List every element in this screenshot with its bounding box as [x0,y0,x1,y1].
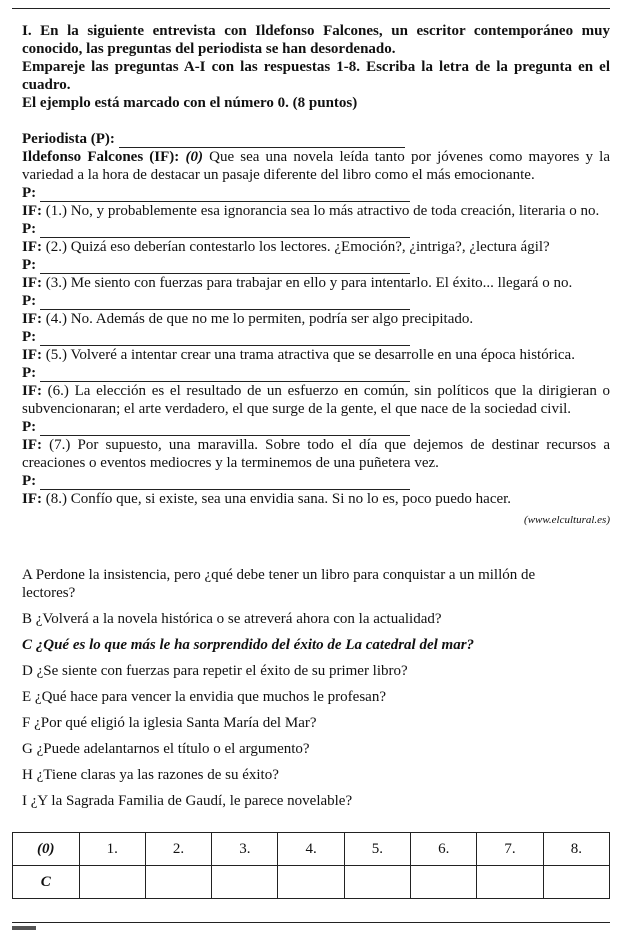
if-label: IF: [22,311,42,327]
answer-blank[interactable] [40,223,410,238]
interview-answer [22,346,610,364]
if-label: IF: [22,383,42,399]
answer-table-cell: C [13,866,80,899]
answer-blank[interactable] [40,187,410,202]
answer-text: (8.) Confío que, si existe, sea una envidia sana. Si no lo es, poco puedo hacer. [42,491,512,507]
question-item: A Perdone la insistencia, pero ¿qué debe tener un libro para conquistar a un millón de lectores? [22,567,536,601]
example-text: Que sea una novela leída tanto por jóvenes como mayores y la variedad a la hora de destacar un pasaje diferente del libro como el más emocionante. [22,149,610,183]
instruction-line: I. En la siguiente entrevista con Ildefonso Falcones, un escritor contemporáneo muy conocido, las preguntas del periodista se han desordenado. [22,23,610,57]
answer-blank[interactable] [40,367,410,382]
page-mark [12,926,36,930]
answer-blank[interactable] [40,475,410,490]
answer-table-cell[interactable] [145,866,211,899]
journalist-line [22,472,610,490]
answer-table-header-cell: 7. [477,833,543,866]
answer-blank[interactable] [40,295,410,310]
question-item: G ¿Puede adelantarnos el título o el argumento? [22,741,310,757]
journalist-line [22,418,610,436]
p-label: P: [22,293,37,309]
example-answer [22,148,610,184]
question-item: D ¿Se siente con fuerzas para repetir el éxito de su primer libro? [22,663,408,679]
answer-text: (7.) Por supuesto, una maravilla. Sobre todo el día que dejemos de destinar recursos a creaciones o eventos mediocres y la terminemos de una puñetera vez. [22,437,610,471]
answers-list [22,184,610,508]
answer-table-header-cell: (0) [13,833,80,866]
p-label: P: [22,185,37,201]
bottom-rule [12,922,610,923]
answer-text: (6.) La elección es el resultado de un esfuerzo en común, sin políticos que la dirigieran o subvencionaran; el arte verdadero, el que surge de la gente, el que nace de la sociedad civil. [22,383,610,417]
question-item: F ¿Por qué eligió la iglesia Santa María del Mar? [22,715,317,731]
if-label: Ildefonso Falcones (IF): [22,149,180,165]
instruction-line: Empareje las preguntas A-I con las respuestas 1-8. Escriba la letra de la pregunta en el cuadro. [22,59,610,93]
answer-blank[interactable] [40,421,410,436]
interview-answer [22,238,610,256]
interview-answer [22,310,610,328]
answer-table-header-cell: 2. [145,833,211,866]
question-item: E ¿Qué hace para vencer la envidia que muchos le profesan? [22,689,386,705]
answer-text: (3.) Me siento con fuerzas para trabajar en ello y para intentarlo. El éxito... llegará o no. [42,275,573,291]
question-item: H ¿Tiene claras ya las razones de su éxito? [22,767,279,783]
p-label: P: [22,473,37,489]
answer-table-header-cell: 5. [344,833,410,866]
question-item: B ¿Volverá a la novela histórica o se atreverá ahora con la actualidad? [22,611,442,627]
if-label: IF: [22,347,42,363]
journalist-line [22,364,610,382]
journalist-line [22,328,610,346]
answer-table-header-cell: 1. [79,833,145,866]
p-label: P: [22,221,37,237]
p-label: P: [22,365,37,381]
if-label: IF: [22,437,42,453]
answer-table-header-cell: 3. [212,833,278,866]
answer-table-header-row [13,833,610,866]
instruction-line: El ejemplo está marcado con el número 0. (8 puntos) [22,95,358,111]
interview-answer [22,436,610,472]
journalist-line [22,292,610,310]
answer-blank[interactable] [119,133,405,148]
interview-answer [22,382,610,418]
source-credit: (www.elcultural.es) [524,514,610,526]
journalist-line [22,130,610,148]
answer-table-header-cell: 8. [543,833,609,866]
p-label: P: [22,257,37,273]
answer-text: (4.) No. Además de que no me lo permiten, podría ser algo precipitado. [42,311,474,327]
interview-answer [22,202,610,220]
answer-table-cell[interactable] [212,866,278,899]
answer-table-header-cell: 6. [411,833,477,866]
if-label: IF: [22,239,42,255]
answer-blank[interactable] [40,259,410,274]
example-number: (0) [185,149,203,165]
if-label: IF: [22,491,42,507]
interview-answer [22,490,610,508]
journalist-label: Periodista (P): [22,131,115,147]
journalist-line [22,220,610,238]
journalist-line [22,184,610,202]
journalist-line [22,256,610,274]
answer-table-cell[interactable] [477,866,543,899]
answer-text: (2.) Quizá eso deberían contestarlo los lectores. ¿Emoción?, ¿intriga?, ¿lectura ágil? [42,239,550,255]
answer-table-cell[interactable] [411,866,477,899]
answer-text: (5.) Volveré a intentar crear una trama atractiva que se desarrolle en una época histórica. [42,347,575,363]
answer-table-header-cell: 4. [278,833,344,866]
instructions [22,22,610,112]
interview [22,130,610,529]
question-item: I ¿Y la Sagrada Familia de Gaudí, le parece novelable? [22,793,353,809]
answer-table [12,832,610,899]
questions-list [22,566,582,818]
answer-table-cell[interactable] [543,866,609,899]
question-item-example: C ¿Qué es lo que más le ha sorprendido del éxito de La catedral del mar? [22,637,475,653]
answer-table-cell[interactable] [79,866,145,899]
answer-blank[interactable] [40,331,410,346]
if-label: IF: [22,203,42,219]
answer-table-answer-row [13,866,610,899]
answer-table-cell[interactable] [344,866,410,899]
answer-table-cell[interactable] [278,866,344,899]
top-rule [12,8,610,9]
interview-answer [22,274,610,292]
if-label: IF: [22,275,42,291]
answer-text: (1.) No, y probablemente esa ignorancia sea lo más atractivo de toda creación, literaria o no. [42,203,600,219]
p-label: P: [22,419,37,435]
p-label: P: [22,329,37,345]
